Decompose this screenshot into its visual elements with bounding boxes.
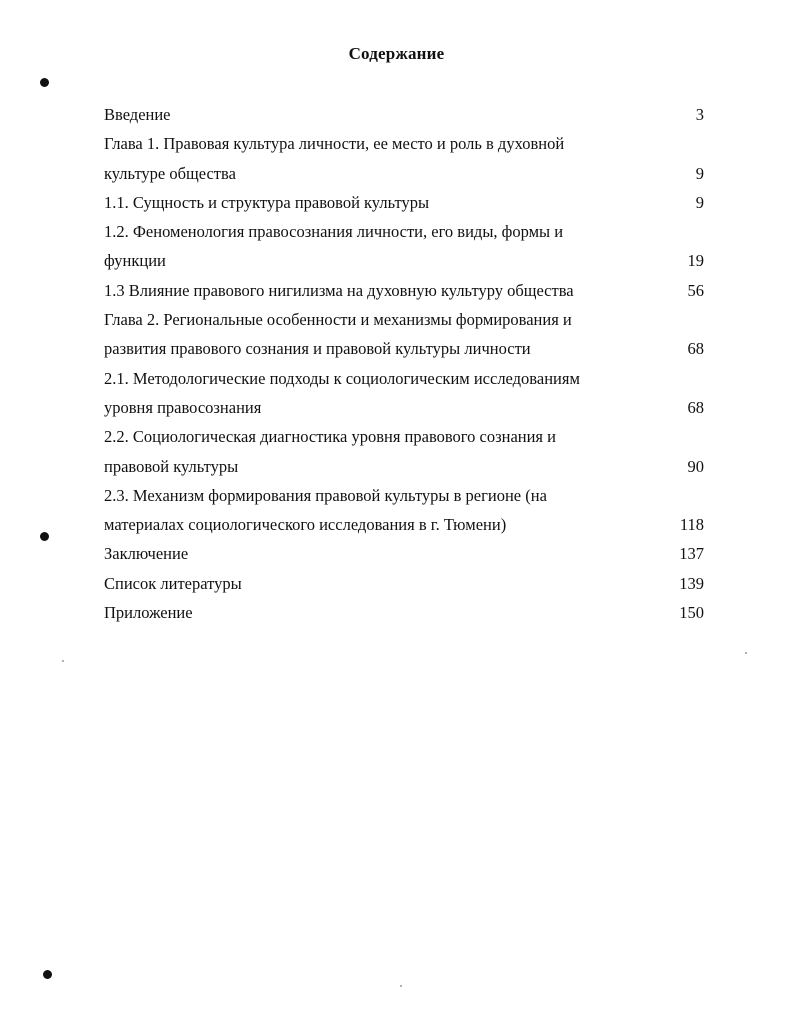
toc-entry-conclusion[interactable] — [104, 539, 704, 568]
toc-entry-text: 1.3 Влияние правового нигилизма на духовную культуру общества — [104, 280, 574, 300]
toc-entry-text: функции — [104, 251, 166, 271]
toc-page-number: 150 — [679, 603, 704, 623]
toc-entry-chapter-1-cont[interactable] — [104, 159, 704, 188]
toc-entry-section-2-2-cont[interactable] — [104, 452, 704, 481]
toc-entry-section-2-2[interactable] — [104, 422, 704, 451]
toc-entry-section-2-3[interactable] — [104, 481, 704, 510]
binder-hole-mark — [40, 78, 49, 87]
toc-page-number: 9 — [695, 163, 704, 183]
table-of-contents — [104, 100, 704, 627]
toc-entry-section-2-1[interactable] — [104, 364, 704, 393]
toc-entry-section-2-3-cont[interactable] — [104, 510, 704, 539]
toc-page-number: 137 — [679, 544, 704, 564]
toc-entry-text: Список литературы — [104, 573, 242, 593]
toc-entry-text: Глава 2. Региональные особенности и механизмы формирования и — [104, 310, 572, 330]
toc-entry-introduction[interactable] — [104, 100, 704, 129]
toc-page-number: 68 — [687, 339, 704, 359]
binder-hole-mark — [40, 532, 49, 541]
toc-entry-chapter-1[interactable] — [104, 129, 704, 158]
toc-page-number: 68 — [687, 397, 704, 417]
toc-entry-section-1-2-cont[interactable] — [104, 246, 704, 275]
toc-entry-text: 2.3. Механизм формирования правовой культуры в регионе (на — [104, 485, 547, 505]
toc-entry-text: 1.2. Феноменология правосознания личности, его виды, формы и — [104, 222, 564, 242]
toc-page-number: 139 — [679, 573, 704, 593]
toc-entry-section-1-3[interactable] — [104, 276, 704, 305]
toc-entry-text: 2.2. Социологическая диагностика уровня правового сознания и — [104, 427, 556, 447]
toc-entry-text: развития правового сознания и правовой культуры личности — [104, 339, 531, 359]
toc-entry-section-2-1-cont[interactable] — [104, 393, 704, 422]
toc-entry-text: Заключение — [104, 544, 189, 564]
toc-entry-text: материалах социологического исследования в г. Тюмени) — [104, 515, 507, 535]
toc-entry-text: Глава 1. Правовая культура личности, ее место и роль в духовной — [104, 134, 565, 154]
toc-entry-text: 2.1. Методологические подходы к социологическим исследованиям — [104, 368, 580, 388]
toc-page-number: 3 — [695, 105, 704, 124]
toc-entry-chapter-2[interactable] — [104, 305, 704, 334]
toc-entry-text: уровня правосознания — [104, 397, 262, 417]
toc-page-number: 90 — [687, 456, 704, 476]
page-title: Содержание — [348, 44, 445, 63]
toc-entry-bibliography[interactable] — [104, 569, 704, 598]
binder-hole-mark — [43, 970, 52, 979]
toc-entry-text: Введение — [104, 105, 171, 124]
toc-entry-text: культуре общества — [104, 163, 236, 183]
toc-page-number: 56 — [687, 280, 704, 300]
scan-speck — [62, 660, 64, 662]
toc-entry-text: правовой культуры — [104, 456, 239, 476]
toc-page-number: 19 — [687, 251, 704, 271]
toc-entry-section-1-2[interactable] — [104, 217, 704, 246]
toc-entry-chapter-2-cont[interactable] — [104, 334, 704, 363]
toc-page-number: 118 — [679, 515, 704, 535]
toc-entry-appendix[interactable] — [104, 598, 704, 627]
toc-entry-text: Приложение — [104, 603, 193, 623]
toc-page-number: 9 — [695, 192, 704, 212]
toc-entry-text: 1.1. Сущность и структура правовой культуры — [104, 192, 430, 212]
scan-speck — [400, 985, 402, 987]
toc-entry-section-1-1[interactable] — [104, 188, 704, 217]
scan-speck — [745, 652, 747, 654]
